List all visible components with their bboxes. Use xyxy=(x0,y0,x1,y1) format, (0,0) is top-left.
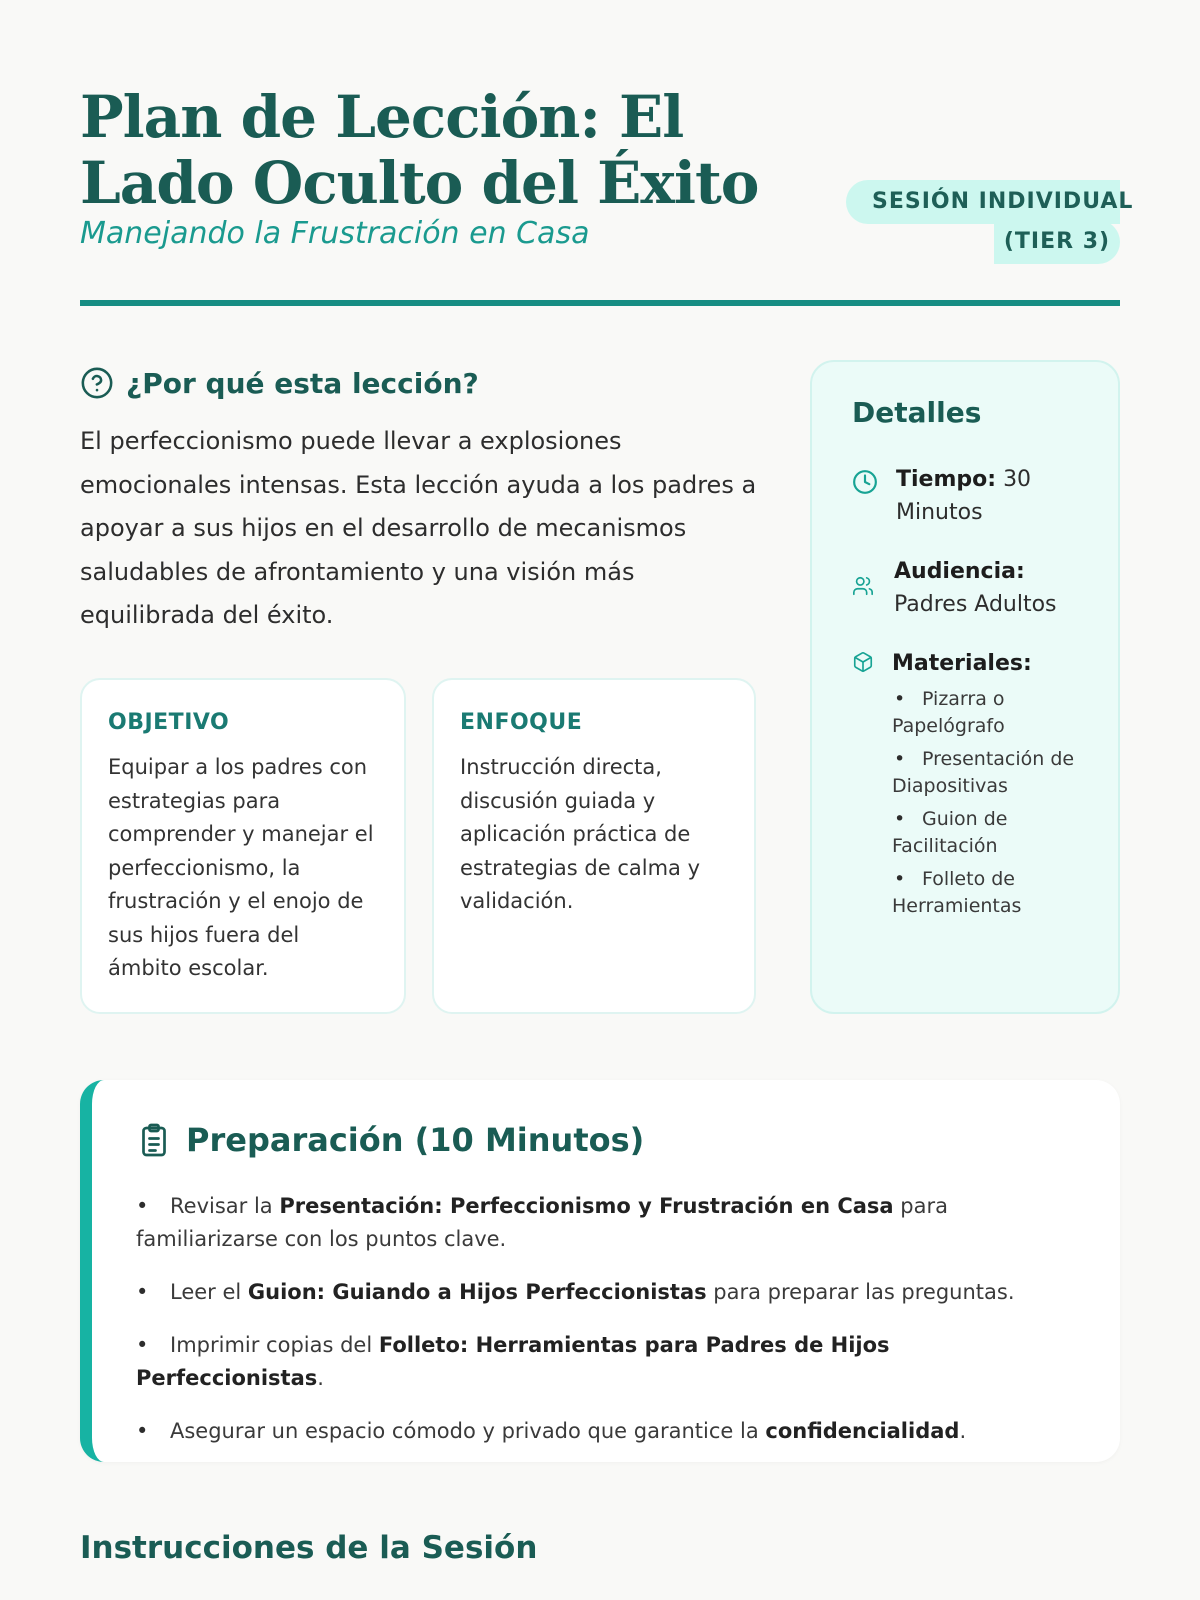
prep-item-post: para preparar las preguntas. xyxy=(706,1280,1015,1304)
prep-item-bold: Folleto: Herramientas para Padres de Hijos Perfeccionistas xyxy=(136,1333,890,1390)
audience-value: Padres Adultos xyxy=(894,592,1057,617)
clock-icon xyxy=(852,469,878,495)
prep-item-post: . xyxy=(317,1366,324,1390)
approach-label: ENFOQUE xyxy=(460,710,583,735)
preparation-list xyxy=(136,1190,1080,1448)
prep-item xyxy=(136,1190,1080,1256)
time-label: Tiempo: xyxy=(896,467,997,492)
material-item: • Presentación de Diapositivas xyxy=(892,746,1078,800)
preparation-heading xyxy=(136,1120,1080,1160)
prep-item xyxy=(136,1415,1080,1448)
why-text: El perfeccionismo puede llevar a explosiones emocionales intensas. Esta lección ayuda a los padres a apoyar a sus hijos en el desarrollo de mecanismos saludables de afrontamiento y una visión más equilibrada del éxito. xyxy=(80,427,757,629)
details-audience xyxy=(852,555,1078,621)
prep-item-bold: confidencialidad xyxy=(765,1419,960,1443)
prep-item xyxy=(136,1276,1080,1309)
objective-text: Equipar a los padres con estrategias para comprender y manejar el perfeccionismo, la frustración y el enojo de sus hijos fuera del ámbito escolar. xyxy=(108,755,374,980)
preparation-heading-text: Preparación (10 Minutos) xyxy=(186,1121,645,1159)
why-heading xyxy=(80,366,479,400)
approach-text: Instrucción directa, discusión guiada y aplicación práctica de estrategias de calma y validación. xyxy=(460,755,701,913)
objective-label: OBJETIVO xyxy=(108,710,230,735)
approach-card xyxy=(432,678,756,1014)
prep-item-post: para familiarizarse con los puntos clave. xyxy=(136,1194,948,1251)
prep-item-post: . xyxy=(959,1419,967,1443)
prep-item-bold: Presentación: Perfeccionismo y Frustración en Casa xyxy=(279,1194,894,1218)
prep-item-pre: Asegurar un espacio cómodo y privado que garantice la xyxy=(170,1419,766,1443)
prep-item-pre: Leer el xyxy=(170,1280,248,1304)
page-subtitle: Manejando la Frustración en Casa xyxy=(80,216,590,251)
details-panel xyxy=(810,360,1120,1014)
prep-item-pre: Revisar la xyxy=(170,1194,280,1218)
details-time xyxy=(852,463,1078,529)
badge-line-2: (TIER 3) xyxy=(994,220,1120,264)
preparation-section xyxy=(80,1080,1120,1462)
session-badge xyxy=(846,180,1134,264)
users-icon xyxy=(852,575,874,597)
badge-line-1: SESIÓN INDIVIDUAL xyxy=(846,180,1120,224)
page-title: Plan de Lección: El Lado Oculto del Éxito xyxy=(80,83,759,217)
material-item: • Guion de Facilitación xyxy=(892,806,1078,860)
details-materials xyxy=(852,647,1078,926)
prep-item-pre: Imprimir copias del xyxy=(170,1333,379,1357)
question-circle-icon xyxy=(80,366,114,400)
package-icon xyxy=(852,651,874,673)
objective-card xyxy=(80,678,406,1014)
material-item: • Pizarra o Papelógrafo xyxy=(892,686,1078,740)
materials-list xyxy=(892,686,1078,920)
time-value: 30 Minutos xyxy=(896,467,1032,525)
prep-item-bold: Guion: Guiando a Hijos Perfeccionistas xyxy=(247,1280,707,1304)
instructions-heading: Instrucciones de la Sesión xyxy=(80,1530,538,1566)
audience-label: Audiencia: xyxy=(894,559,1025,584)
clipboard-list-icon xyxy=(136,1120,172,1160)
details-heading: Detalles xyxy=(852,396,982,429)
header-divider xyxy=(80,300,1120,306)
materials-label: Materiales: xyxy=(892,651,1032,676)
prep-item xyxy=(136,1329,1080,1395)
material-item: • Folleto de Herramientas xyxy=(892,866,1078,920)
why-heading-text: ¿Por qué esta lección? xyxy=(126,366,479,400)
